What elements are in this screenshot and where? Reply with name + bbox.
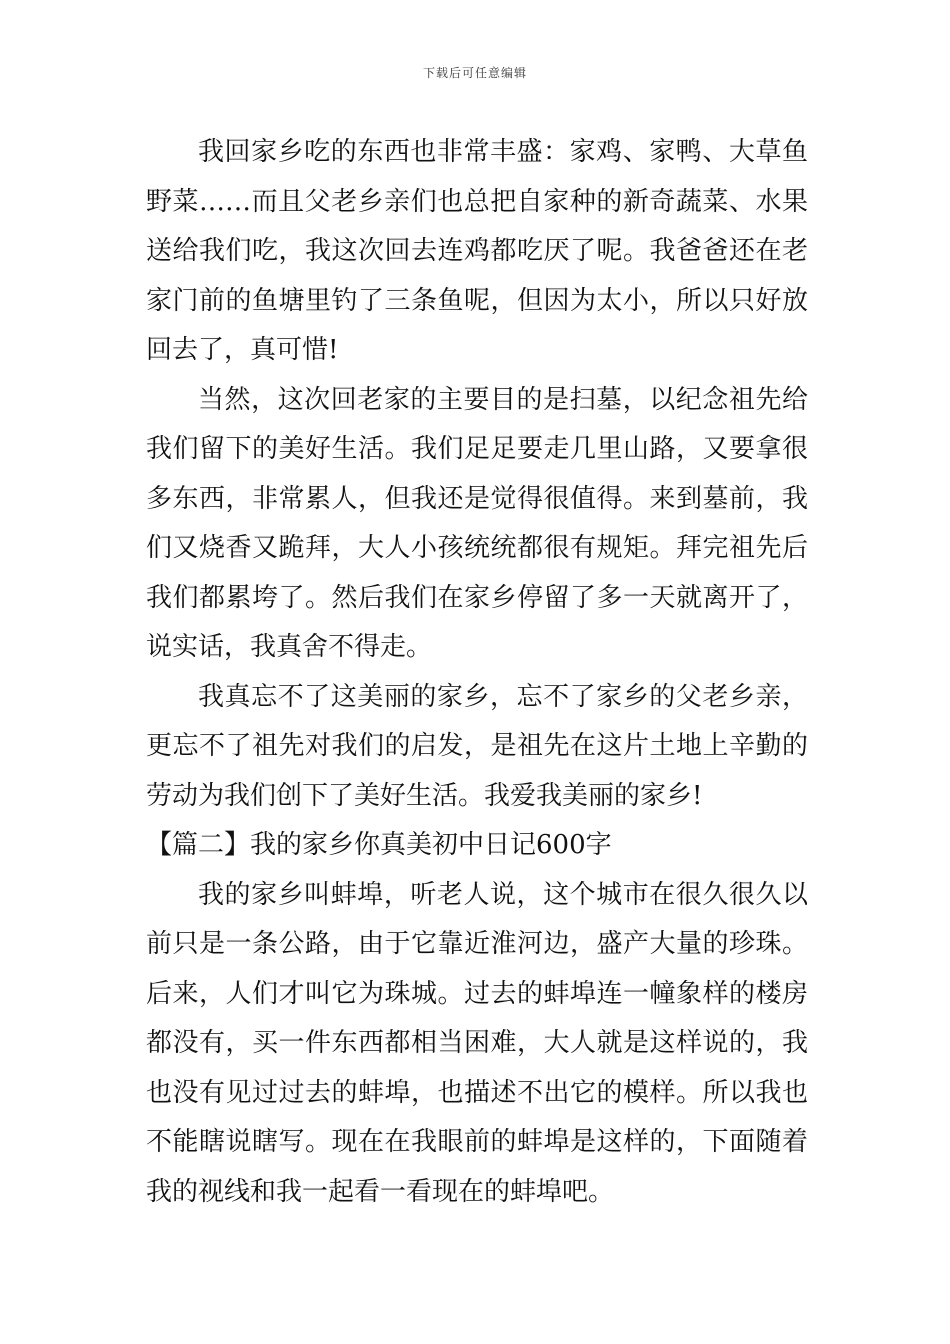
paragraph-line: 说实话，我真舍不得走。 xyxy=(146,632,433,662)
paragraph-line: 我们都累垮了。然后我们在家乡停留了多一天就离开了， xyxy=(146,582,808,613)
paragraph-line: 也没有见过过去的蚌埠，也描述不出它的模样。所以我也 xyxy=(146,1077,808,1108)
paragraph-line: 们又烧香又跪拜，大人小孩统统都很有规矩。拜完祖先后 xyxy=(146,533,808,563)
paragraph-line: 不能瞎说瞎写。现在在我眼前的蚌埠是这样的，下面随着 xyxy=(146,1127,808,1157)
paragraph-line: 回去了，真可惜! xyxy=(146,335,339,365)
paragraph-line: 前只是一条公路，由于它靠近淮河边，盛产大量的珍珠。 xyxy=(146,929,808,959)
paragraph-line: 后来，人们才叫它为珠城。过去的蚌埠连一幢象样的楼房 xyxy=(146,978,808,1009)
paragraph-line: 劳动为我们创下了美好生活。我爱我美丽的家乡! xyxy=(146,780,703,811)
paragraph-line: 多东西，非常累人，但我还是觉得很值得。来到墓前，我 xyxy=(146,483,808,514)
paragraph-line: 当然，这次回老家的主要目的是扫墓，以纪念祖先给 xyxy=(198,384,808,415)
paragraph-line: 送给我们吃，我这次回去连鸡都吃厌了呢。我爸爸还在老 xyxy=(146,236,808,266)
paragraph-line: 家门前的鱼塘里钓了三条鱼呢，但因为太小，所以只好放 xyxy=(146,285,808,316)
paragraph-line: 我回家乡吃的东西也非常丰盛：家鸡、家鸭、大草鱼 xyxy=(198,137,808,167)
paragraph-line: 我的家乡叫蚌埠，听老人说，这个城市在很久很久以 xyxy=(198,879,808,910)
paragraph-line: 野菜……而且父老乡亲们也总把自家种的新奇蔬菜、水果 xyxy=(146,186,808,217)
paragraph-line: 我的视线和我一起看一看现在的蚌埠吧。 xyxy=(146,1176,615,1207)
page-header: 下载后可任意编辑 xyxy=(422,66,527,80)
paragraph-line: 都没有，买一件东西都相当困难，大人就是这样说的，我 xyxy=(146,1028,808,1058)
paragraph-line: 我们留下的美好生活。我们足足要走几里山路，又要拿很 xyxy=(146,434,808,464)
paragraph-line: 我真忘不了这美丽的家乡，忘不了家乡的父老乡亲， xyxy=(198,681,808,712)
paragraph-line: 更忘不了祖先对我们的启发，是祖先在这片土地上辛勤的 xyxy=(146,731,808,761)
section-heading: 【篇二】我的家乡你真美初中日记600字 xyxy=(146,830,612,860)
document-body xyxy=(146,128,808,1217)
